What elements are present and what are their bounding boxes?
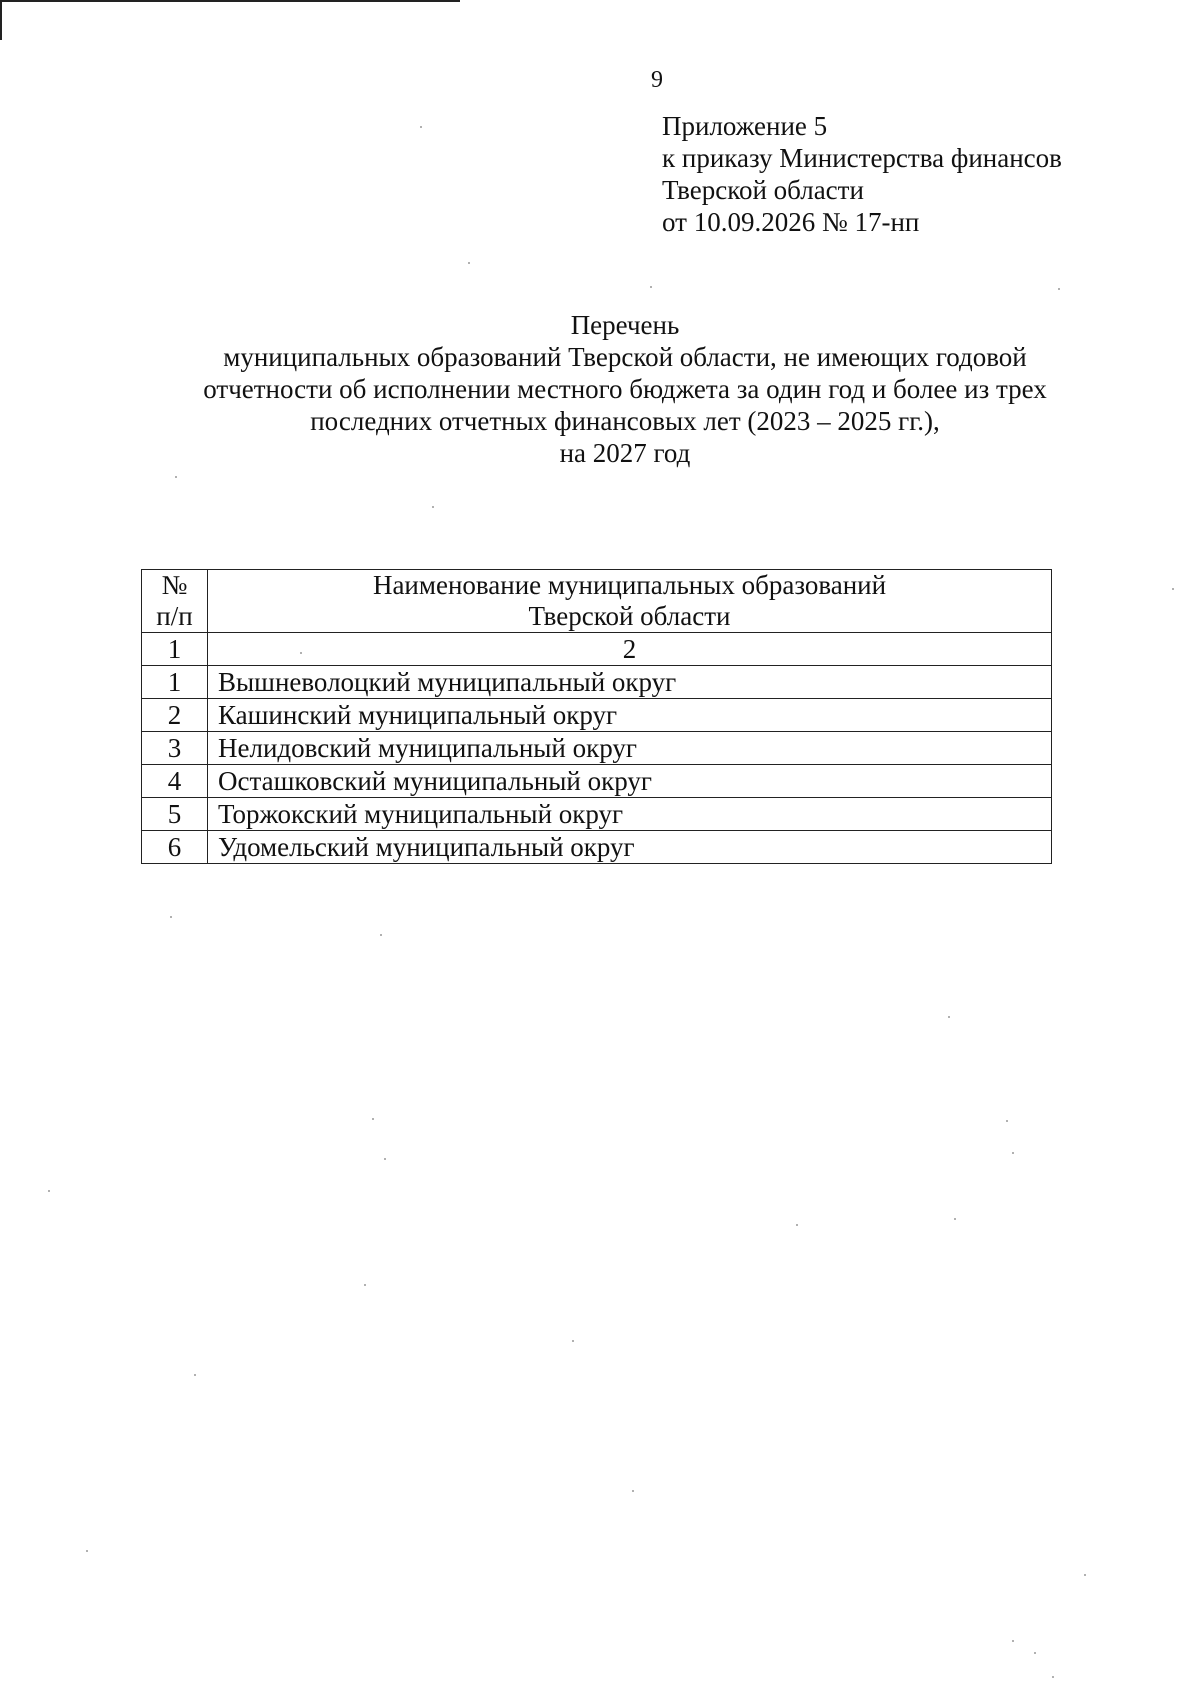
scan-speck: [1034, 1652, 1036, 1654]
document-heading: [100, 309, 1150, 469]
header-name: [208, 570, 1052, 633]
annex-order-reference: к приказу Министерства финансов: [662, 143, 1062, 173]
table-header-row: [142, 570, 1052, 633]
heading-line: последних отчетных финансовых лет (2023 – 2025 гг.),: [310, 406, 940, 436]
page-number: 9: [651, 67, 663, 93]
header-number: [142, 570, 208, 633]
heading-year: на 2027 год: [559, 438, 691, 468]
column-index-cell: 2: [208, 633, 1052, 666]
row-number: 6: [142, 831, 208, 864]
heading-line: отчетности об исполнении местного бюджета за один год и более из трех: [203, 374, 1047, 404]
annex-date-number: от 10.09.2026 № 17-нп: [662, 207, 920, 237]
scan-speck: [1084, 1574, 1086, 1576]
scan-speck: [48, 1190, 50, 1192]
scan-speck: [300, 652, 302, 654]
scan-speck: [1012, 1640, 1014, 1642]
municipality-name: Нелидовский муниципальный округ: [208, 732, 1052, 765]
scan-speck: [796, 1224, 798, 1226]
annex-region: Тверской области: [662, 175, 864, 205]
municipality-name: Кашинский муниципальный округ: [208, 699, 1052, 732]
municipalities-table: [141, 569, 1052, 864]
table-row: [142, 831, 1052, 864]
scan-speck: [364, 1284, 366, 1286]
scan-speck: [380, 934, 382, 936]
header-name-line1: Наименование муниципальных образований: [372, 570, 887, 600]
scan-speck: [1172, 588, 1174, 590]
row-number: 2: [142, 699, 208, 732]
scan-speck: [432, 506, 434, 508]
scan-edge-top: [0, 0, 460, 2]
scan-edge-left: [0, 0, 2, 40]
heading-title: Перечень: [570, 310, 680, 340]
header-name-line2: Тверской области: [528, 601, 731, 631]
row-number: 3: [142, 732, 208, 765]
annex-block: [662, 110, 1062, 238]
scan-speck: [420, 126, 422, 128]
scan-speck: [175, 476, 177, 478]
column-index-cell: 1: [142, 633, 208, 666]
header-number-sign: №: [161, 570, 188, 600]
table-row: [142, 699, 1052, 732]
scan-speck: [632, 1490, 634, 1492]
scan-speck: [1058, 288, 1060, 290]
scan-speck: [572, 1340, 574, 1342]
scan-speck: [1006, 1120, 1008, 1122]
scan-speck: [372, 1118, 374, 1120]
annex-title: Приложение 5: [662, 111, 828, 141]
municipality-name: Вышневолоцкий муниципальный округ: [208, 666, 1052, 699]
table-row: [142, 666, 1052, 699]
header-number-abbr: п/п: [156, 601, 193, 631]
heading-line: муниципальных образований Тверской области, не имеющих годовой: [223, 342, 1027, 372]
scan-speck: [1052, 1676, 1054, 1678]
scan-speck: [86, 1550, 88, 1552]
table-row: [142, 798, 1052, 831]
scan-speck: [1012, 1152, 1014, 1154]
row-number: 1: [142, 666, 208, 699]
scan-speck: [384, 1158, 386, 1160]
municipality-name: Осташковский муниципальный округ: [208, 765, 1052, 798]
scan-speck: [650, 286, 652, 288]
column-index-row: [142, 633, 1052, 666]
scan-speck: [468, 262, 470, 264]
scan-speck: [170, 916, 172, 918]
table-row: [142, 732, 1052, 765]
municipality-name: Удомельский муниципальный округ: [208, 831, 1052, 864]
scan-speck: [194, 1374, 196, 1376]
row-number: 4: [142, 765, 208, 798]
scan-speck: [954, 1218, 956, 1220]
row-number: 5: [142, 798, 208, 831]
scan-speck: [948, 1016, 950, 1018]
table-row: [142, 765, 1052, 798]
municipality-name: Торжокский муниципальный округ: [208, 798, 1052, 831]
